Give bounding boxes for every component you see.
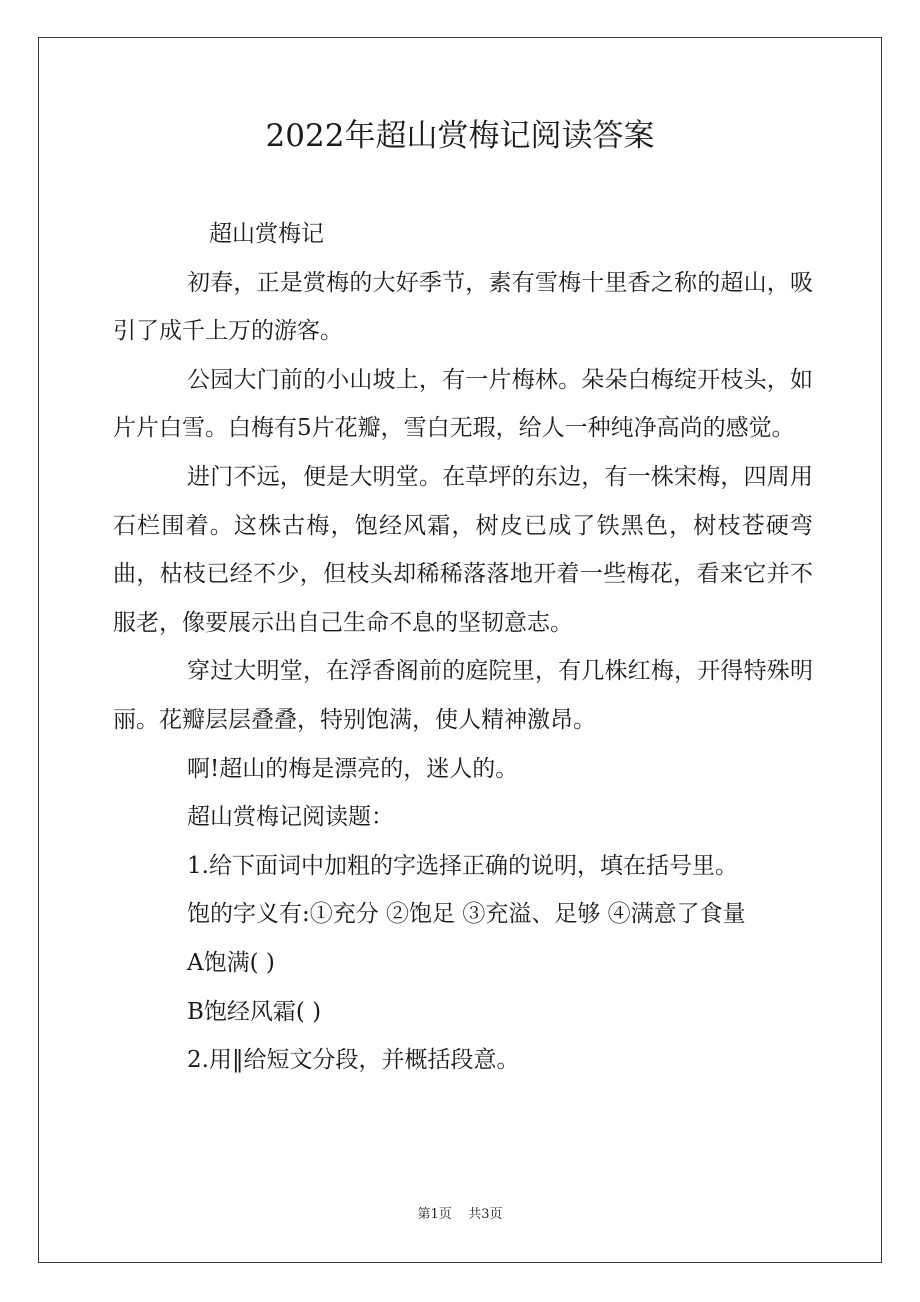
paragraph: 进门不远，便是大明堂。在草坪的东边，有一株宋梅，四周用石栏围着。这株古梅，饱经风霜，树皮已成了铁黑色，树枝苍硬弯曲，枯枝已经不少，但枝头却稀稀落落地开着一些梅花，看来它并不服老，像要展示出自己生命不息的坚韧意志。 — [113, 463, 813, 636]
document-title: 2022年超山赏梅记阅读答案 — [265, 118, 655, 154]
page-footer — [0, 1206, 920, 1224]
page-number: 第1页 — [417, 1207, 452, 1222]
paragraph: 啊!超山的梅是漂亮的，迷人的。 — [187, 755, 519, 782]
question-item: 2.用‖给短文分段，并概括段意。 — [187, 1047, 520, 1074]
paragraph: 穿过大明堂，在浮香阁前的庭院里，有几株红梅，开得特殊明丽。花瓣层层叠叠，特别饱满，使人精神激昂。 — [113, 658, 813, 733]
paragraph: 公园大门前的小山坡上，有一片梅林。朵朵白梅绽开枝头，如片片白雪。白梅有5片花瓣，雪白无瑕，给人一种纯净高尚的感觉。 — [113, 366, 813, 442]
question-item: 1.给下面词中加粗的字选择正确的说明，填在括号里。 — [187, 852, 738, 879]
paragraph: 初春，正是赏梅的大好季节，素有雪梅十里香之称的超山，吸引了成千上万的游客。 — [113, 269, 813, 345]
document-body — [113, 210, 813, 1085]
question-item: 饱的字义有:①充分 ②饱足 ③充溢、足够 ④满意了食量 — [187, 901, 746, 928]
question-item: A饱满( ) — [187, 949, 275, 976]
question-item: B饱经风霜( ) — [187, 998, 322, 1025]
page-total: 共3页 — [468, 1207, 503, 1222]
questions-heading: 超山赏梅记阅读题： — [187, 804, 394, 831]
article-heading: 超山赏梅记 — [209, 221, 324, 247]
